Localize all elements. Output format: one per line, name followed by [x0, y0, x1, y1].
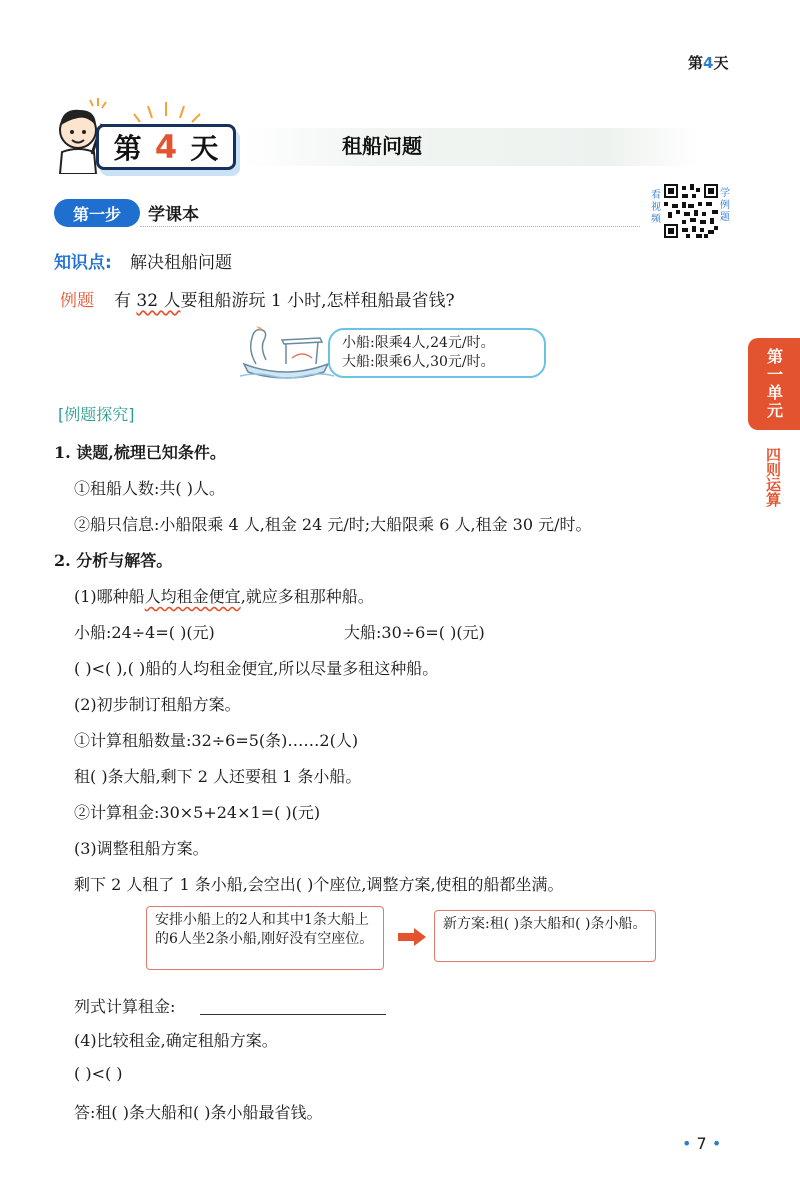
arrow-right-icon	[398, 928, 426, 946]
p4-title: (4)比较租金,确定租船方案。	[74, 1031, 278, 1050]
info-big-boat: 大船:限乘6人,30元/时。	[342, 354, 495, 370]
info-small-boat: 小船:限乘4人,24元/时。	[342, 335, 495, 351]
page-number: • 7 •	[682, 1134, 722, 1153]
question-num: 32 人	[136, 291, 181, 311]
badge-suffix: 天	[190, 132, 219, 165]
p1-big-calc: 大船:30÷6=( )(元)	[344, 623, 485, 642]
title-banner	[240, 128, 700, 166]
page-number-value: 7	[696, 1134, 707, 1153]
p2-title: (2)初步制订租船方案。	[74, 695, 241, 714]
question-post: 要租船游玩 1 小时,怎样租船最省钱?	[180, 291, 455, 311]
explore-tag: [例题探究]	[58, 405, 135, 424]
p1-wavy: 人均租金便宜	[144, 587, 241, 606]
p1-post: ,就应多租那种船。	[240, 587, 374, 606]
example-question	[114, 286, 455, 311]
section-tab[interactable]: 四则运算	[764, 447, 782, 507]
badge-number: 4	[154, 128, 178, 166]
p3-line-a: 剩下 2 人租了 1 条小船,会空出( )个座位,调整方案,使租的船都坐满。	[74, 875, 564, 894]
hint-box: 安排小船上的2人和其中1条大船上的6人坐2条小船,刚好没有空座位。	[146, 906, 384, 970]
section2-title: 2. 分析与解答。	[54, 551, 173, 570]
s1-line-b: ②船只信息:小船限乘 4 人,租金 24 元/时;大船限乘 6 人,租金 30 元/时。	[74, 515, 592, 534]
section1-title: 1. 读题,梳理已知条件。	[54, 443, 226, 462]
boat-info-box	[328, 328, 546, 378]
p1-compare: ( )<( ),( )船的人均租金便宜,所以尽量多租这种船。	[74, 659, 439, 678]
qr-caption-right: 学例题	[720, 188, 730, 223]
p1-small-calc: 小船:24÷4=( )(元)	[74, 623, 215, 642]
question-pre: 有	[114, 291, 131, 311]
day-suffix: 天	[713, 54, 729, 72]
p3-calc-label: 列式计算租金:	[74, 997, 176, 1016]
new-plan-box: 新方案:租( )条大船和( )条小船。	[434, 910, 656, 962]
qr-caption-left: 看视频	[651, 190, 661, 225]
day-prefix: 第	[688, 54, 704, 72]
example-label: 例题	[60, 291, 94, 311]
s1-line-a: ①租船人数:共( )人。	[74, 479, 225, 498]
knowledge-text: 解决租船问题	[130, 253, 232, 273]
p2-line-c: ②计算租金:30×5+24×1=( )(元)	[74, 803, 321, 822]
p1-line	[74, 584, 374, 607]
step-pill: 第一步	[54, 199, 140, 227]
p3-title: (3)调整租船方案。	[74, 839, 209, 858]
step-divider	[140, 226, 640, 227]
unit-tab[interactable]: 第一单元	[748, 338, 800, 430]
p2-line-a: ①计算租船数量:32÷6=5(条)……2(人)	[74, 731, 359, 750]
day-number: 4	[703, 54, 714, 72]
qr-code-icon[interactable]	[664, 184, 718, 238]
answer-blank-line[interactable]	[200, 1014, 386, 1015]
step-title: 学课本	[148, 205, 199, 225]
sun-rays-icon	[130, 94, 210, 124]
swan-boat-icon	[236, 320, 336, 382]
badge-prefix: 第	[113, 132, 142, 165]
day-badge	[96, 124, 236, 170]
day-indicator	[688, 52, 728, 73]
p4-compare: ( )<( )	[74, 1064, 123, 1083]
page-title: 租船问题	[342, 134, 422, 158]
p2-line-b: 租( )条大船,剩下 2 人还要租 1 条小船。	[74, 767, 362, 786]
p1-pre: (1)哪种船	[74, 587, 145, 606]
knowledge-label: 知识点:	[54, 253, 112, 273]
final-answer: 答:租( )条大船和( )条小船最省钱。	[74, 1103, 323, 1122]
